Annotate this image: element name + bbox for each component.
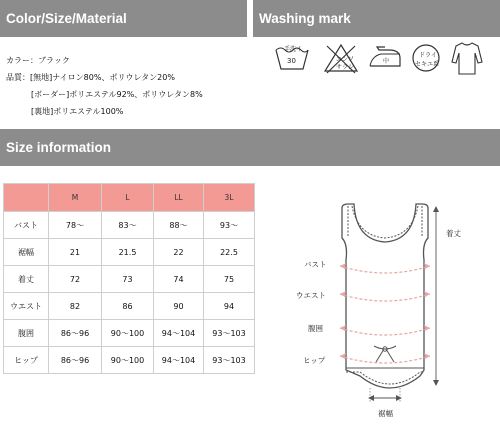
no-bleach-icon	[323, 42, 359, 74]
table-cell: 88～	[154, 212, 204, 239]
table-cell: 93～	[204, 212, 255, 239]
garment-icon	[450, 40, 484, 76]
table-cell: 86～96	[49, 320, 102, 347]
header-empty-cell	[4, 184, 49, 212]
bust-measure	[340, 266, 430, 273]
row-label: 着丈	[4, 266, 49, 293]
row-label: 腹囲	[4, 320, 49, 347]
table-row	[4, 239, 255, 266]
table-cell: 86	[102, 293, 154, 320]
dry-clean-label-2: セキユ系	[415, 61, 440, 68]
row-label: ウエスト	[4, 293, 49, 320]
table-cell: 74	[154, 266, 204, 293]
table-cell: 72	[49, 266, 102, 293]
table-cell: 90～100	[102, 347, 154, 374]
hem-stitch	[346, 372, 424, 384]
table-cell: 90～100	[102, 320, 154, 347]
bust-label: バスト	[304, 260, 327, 269]
table-row	[4, 347, 255, 374]
iron-label: 中	[383, 58, 390, 65]
table-row	[4, 293, 255, 320]
quality-lining-line: [裏地]ポリエステル100%	[31, 107, 124, 116]
belly-measure	[340, 328, 430, 335]
belly-label: 腹囲	[308, 324, 323, 333]
row-label: ヒップ	[4, 347, 49, 374]
column-header: LL	[154, 184, 204, 212]
row-label: 裾幅	[4, 239, 49, 266]
table-cell: 73	[102, 266, 154, 293]
material-header-text: Color/Size/Material	[6, 11, 127, 26]
column-header: 3L	[204, 184, 255, 212]
table-cell: 94	[204, 293, 255, 320]
row-label: バスト	[4, 212, 49, 239]
material-header	[0, 0, 247, 37]
size-header	[0, 129, 500, 166]
waist-measure	[340, 294, 430, 301]
measurement-arrowheads	[340, 263, 430, 359]
no-bleach-label-2: サラシ	[336, 64, 355, 71]
hand-wash-temp: 30	[287, 57, 296, 65]
quality-line: 品質：[無地]ナイロン80%、ポリウレタン20%	[6, 73, 175, 82]
waist-label: ウエスト	[296, 291, 326, 300]
table-cell: 21	[49, 239, 102, 266]
table-cell: 94～104	[154, 320, 204, 347]
length-label: 着丈	[446, 229, 461, 238]
table-cell: 86～96	[49, 347, 102, 374]
washing-header	[253, 0, 500, 37]
drawstring	[374, 346, 396, 362]
table-cell: 93～103	[204, 347, 255, 374]
dry-clean-label-1: ドライ	[419, 52, 437, 59]
table-cell: 22.5	[204, 239, 255, 266]
iron-medium-icon	[367, 42, 403, 72]
no-bleach-label-1: エンソ	[336, 56, 355, 63]
dry-clean-icon	[410, 42, 442, 74]
neckline	[342, 204, 428, 242]
table-cell: 78～	[49, 212, 102, 239]
table-cell: 21.5	[102, 239, 154, 266]
hip-measure	[340, 356, 430, 363]
hand-wash-label: 手洗イ	[284, 46, 303, 53]
strap-stitch	[348, 206, 422, 236]
table-cell: 22	[154, 239, 204, 266]
table-cell: 83～	[102, 212, 154, 239]
hem-width-label: 裾幅	[378, 409, 393, 418]
size-header-text: Size information	[6, 140, 112, 155]
table-cell: 90	[154, 293, 204, 320]
hip-label: ヒップ	[303, 356, 326, 365]
table-cell: 93～103	[204, 320, 255, 347]
size-table	[3, 183, 255, 374]
size-table-header	[4, 184, 255, 212]
column-header: M	[49, 184, 102, 212]
swimsuit-diagram	[330, 200, 440, 410]
quality-border-line: [ボーダー]ポリエステル92%、ポリウレタン8%	[31, 90, 203, 99]
table-cell: 75	[204, 266, 255, 293]
table-cell: 82	[49, 293, 102, 320]
table-row	[4, 212, 255, 239]
table-row	[4, 266, 255, 293]
washing-header-text: Washing mark	[259, 11, 351, 26]
neck-stitch	[352, 206, 418, 238]
column-header: L	[102, 184, 154, 212]
hand-wash-icon	[274, 42, 310, 72]
color-line: カラー：ブラック	[6, 56, 70, 65]
table-cell: 94～104	[154, 347, 204, 374]
measurement-lines	[340, 266, 430, 363]
table-row	[4, 320, 255, 347]
